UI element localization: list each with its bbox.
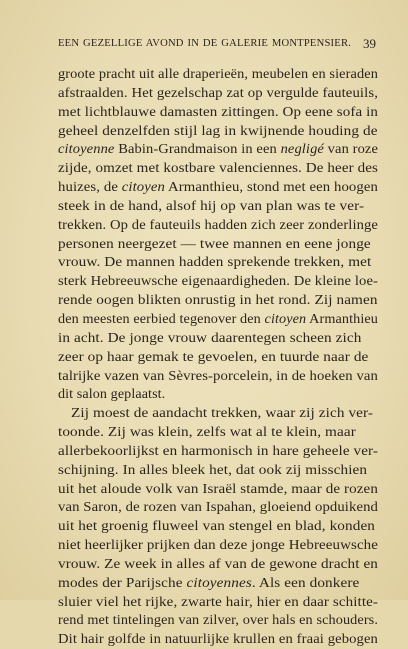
page-number: 39 <box>363 36 376 51</box>
text-line-30: rend met tintelingen van zilver, over hals en schouders. <box>58 612 378 629</box>
text-line-2: afstraalden. Het gezelschap zat op vergulde fauteuils, <box>58 84 378 101</box>
text-line-19: Zij moest de aandacht trekken, waar zij zich ver- <box>71 405 374 422</box>
text-line-15: in acht. De jonge vrouw daarentegen scheen zich <box>58 329 362 346</box>
text-line-4: geheel denzelfden stijl lag in kwijnende houding de <box>58 122 378 139</box>
text-line-3: met lichtblauwe damasten zittingen. Op eene sofa in <box>58 103 378 120</box>
text-line-24: van Saron, de rozen van Ispahan, gloeiend opduikend <box>58 499 378 516</box>
text-line-16: zeer op haar gemak te gevoelen, en tuurde naar de <box>58 348 369 365</box>
text-line-10: personen neergezet — twee mannen en eene jonge <box>58 235 371 252</box>
text-line-21: allerbekoorlijkst en harmonisch in hare geheele ver- <box>58 442 378 459</box>
text-line-5: citoyenne Babin-Grandmaison in een negligé van roze <box>58 141 379 158</box>
text-line-20: toonde. Zij was klein, zelfs wat al te klein, maar <box>58 424 356 441</box>
text-line-26: niet heerlijker prijken dan deze jonge Hebreeuwsche <box>58 537 379 554</box>
text-line-22: schijning. In alles bleek het, dat ook zij misschien <box>58 461 368 478</box>
text-line-12: sterk Hebreeuwsche eigenaardigheden. De kleine loe- <box>58 273 379 290</box>
text-line-1: groote pracht uit alle draperieën, meubelen en sieraden <box>58 66 378 82</box>
text-line-11: vrouw. De mannen hadden sprekende trekken, met <box>58 254 372 271</box>
text-line-28: modes der Parijsche citoyennes. Als een donkere <box>58 574 360 591</box>
text-line-31: Dit hair golfde in natuurlijke krullen en fraai gebogen <box>58 631 378 648</box>
text-line-18: dit salon geplaatst. <box>58 386 166 403</box>
text-line-17: talrijke vazen van Sèvres-porcelein, in de hoeken van <box>58 367 378 384</box>
text-line-25: uit het groenig fluweel van stengel en blad, konden <box>58 518 376 535</box>
text-line-23: uit het aloude volk van Israël stamde, maar de rozen <box>58 480 378 497</box>
running-title: EEN GEZELLIGE AVOND IN DE GALERIE MONTPENSIER. <box>58 38 352 49</box>
text-line-14: den meesten eerbied tegenover den citoyen Armanthieu <box>58 310 378 327</box>
body-text <box>58 64 378 648</box>
text-line-13: rende oogen blikten onrustig in het rond. Zij namen <box>58 292 378 309</box>
text-line-8: steek in de hand, alsof hij op van plan was te ver- <box>58 197 365 214</box>
text-line-9: trekken. Op de fauteuils hadden zich zeer zonderlinge <box>58 216 378 233</box>
text-line-29: sluier viel het rijke, zwarte hair, hier en daar schitte- <box>58 593 379 610</box>
page-header <box>58 37 376 53</box>
text-line-7: huizes, de citoyen Armanthieu, stond met een hoogen <box>58 179 378 196</box>
text-line-27: vrouw. Ze week in alles af van de gewone dracht en <box>58 555 378 572</box>
text-line-6: zijde, omzet met kostbare valenciennes. De heer des <box>58 160 378 177</box>
